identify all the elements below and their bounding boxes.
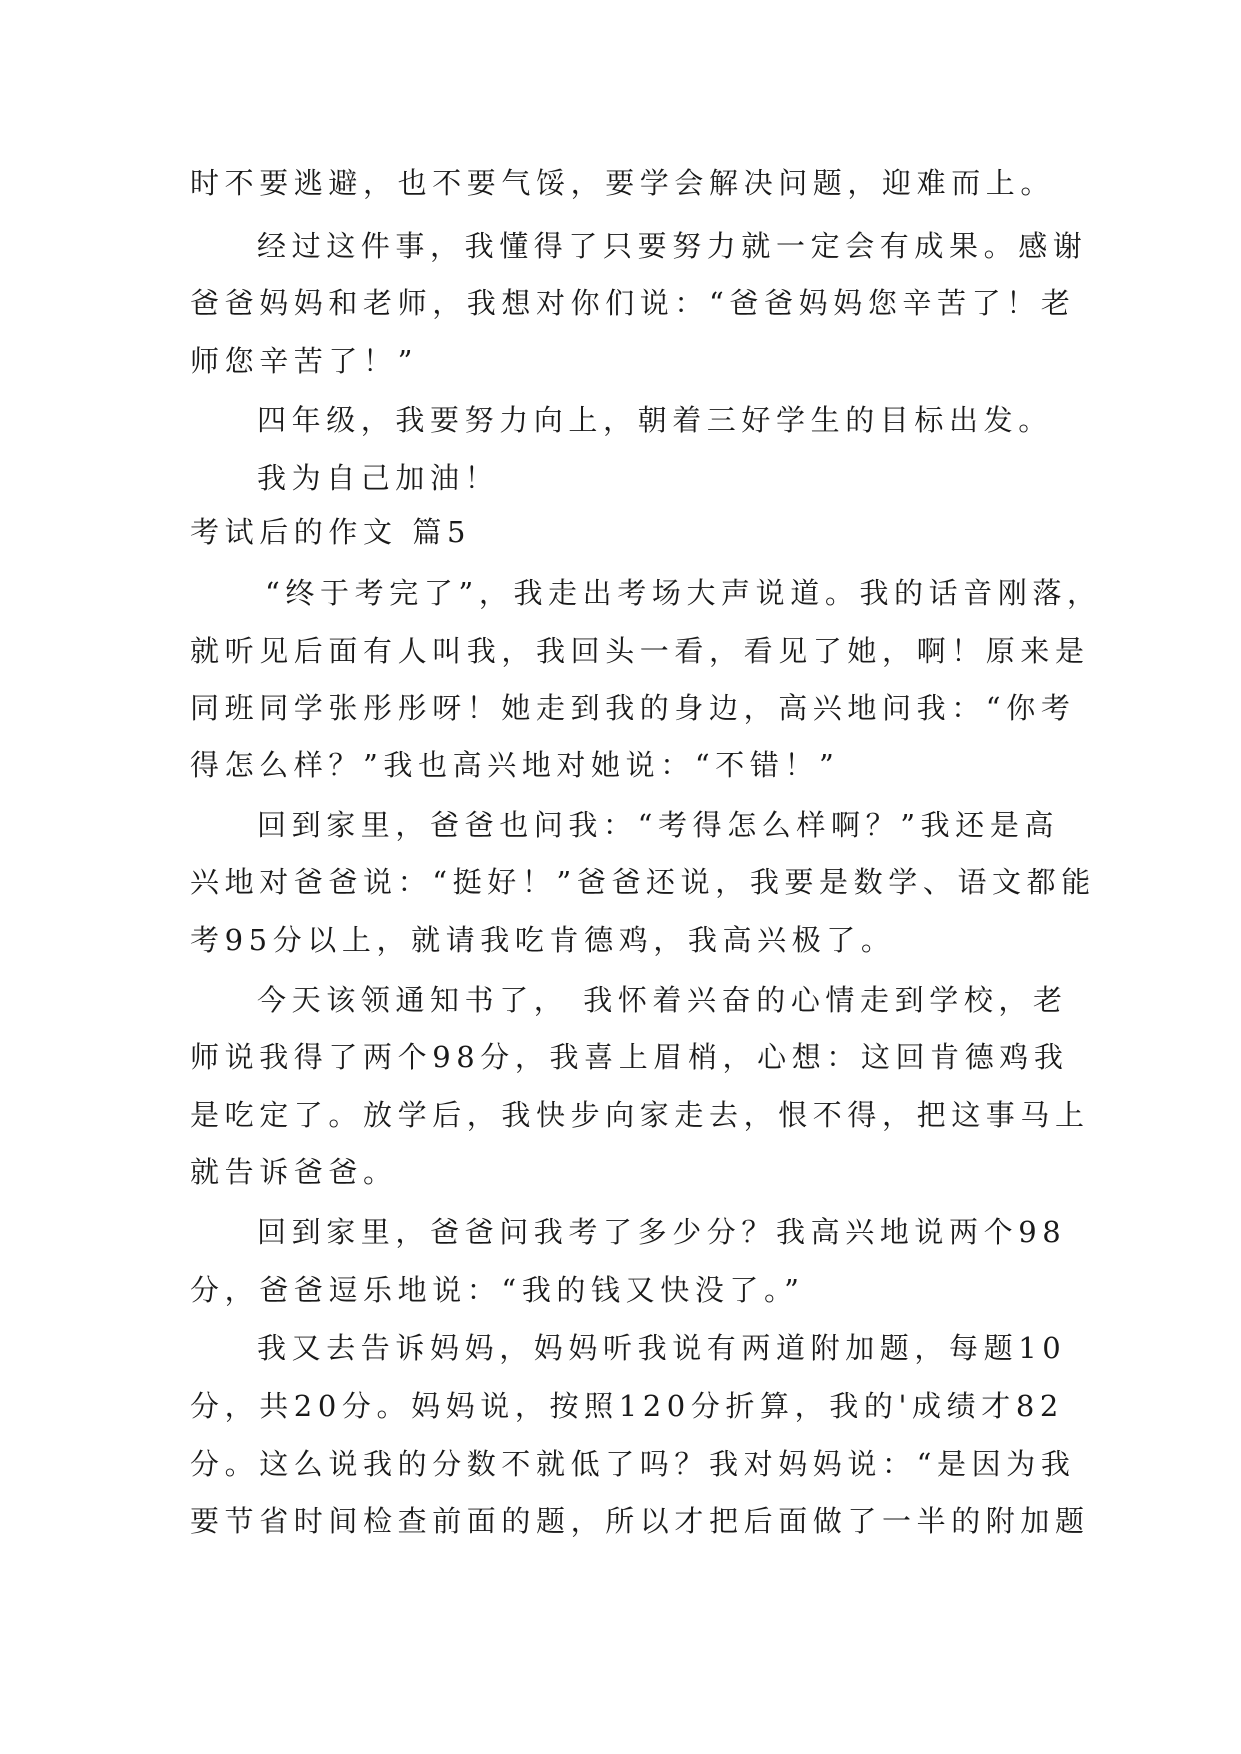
- text-line: 分，共20分。妈妈说，按照120分折算，我的'成绩才82: [190, 1389, 1064, 1423]
- text-line: 要节省时间检查前面的题，所以才把后面做了一半的附加题: [190, 1504, 1090, 1538]
- text-line: 得怎么样？”我也高兴地对她说：“不错！”: [190, 748, 840, 782]
- paragraph-start-line: “终于考完了”，我走出考场大声说道。我的话音刚落，: [265, 576, 1102, 610]
- text-line: 兴地对爸爸说：“挺好！”爸爸还说，我要是数学、语文都能: [190, 865, 1096, 899]
- text-line: 就告诉爸爸。: [190, 1155, 398, 1189]
- section-heading: 考试后的作文 篇5: [190, 515, 472, 549]
- text-line: 分。这么说我的分数不就低了吗？我对妈妈说：“是因为我: [190, 1447, 1076, 1481]
- text-line: 爸爸妈妈和老师，我想对你们说：“爸爸妈妈您辛苦了！老: [190, 286, 1076, 320]
- paragraph-start-line: 我为自己加油！: [257, 461, 500, 495]
- paragraph-start-line: 回到家里，爸爸也问我：“考得怎么样啊？”我还是高: [257, 808, 1060, 842]
- paragraph-start-line: 回到家里，爸爸问我考了多少分？我高兴地说两个98: [257, 1215, 1067, 1249]
- text-line: 是吃定了。放学后，我快步向家走去，恨不得，把这事马上: [190, 1098, 1090, 1132]
- paragraph-start-line: 今天该领通知书了， 我怀着兴奋的心情走到学校，老: [257, 983, 1068, 1017]
- text-line: 时不要逃避，也不要气馁，要学会解决问题，迎难而上。: [190, 166, 1056, 200]
- text-line: 考95分以上，就请我吃肯德鸡，我高兴极了。: [190, 923, 896, 957]
- text-line: 分，爸爸逗乐地说：“我的钱又快没了。”: [190, 1273, 805, 1307]
- text-line: 就听见后面有人叫我，我回头一看，看见了她，啊！原来是: [190, 634, 1090, 668]
- text-line: 同班同学张彤彤呀！她走到我的身边，高兴地问我：“你考: [190, 691, 1076, 725]
- paragraph-start-line: 经过这件事，我懂得了只要努力就一定会有成果。感谢: [257, 229, 1088, 263]
- text-line: 师您辛苦了！”: [190, 344, 419, 378]
- paragraph-start-line: 四年级，我要努力向上，朝着三好学生的目标出发。: [257, 403, 1053, 437]
- paragraph-start-line: 我又去告诉妈妈，妈妈听我说有两道附加题，每题10: [257, 1331, 1067, 1365]
- text-line: 师说我得了两个98分，我喜上眉梢，心想：这回肯德鸡我: [190, 1040, 1069, 1074]
